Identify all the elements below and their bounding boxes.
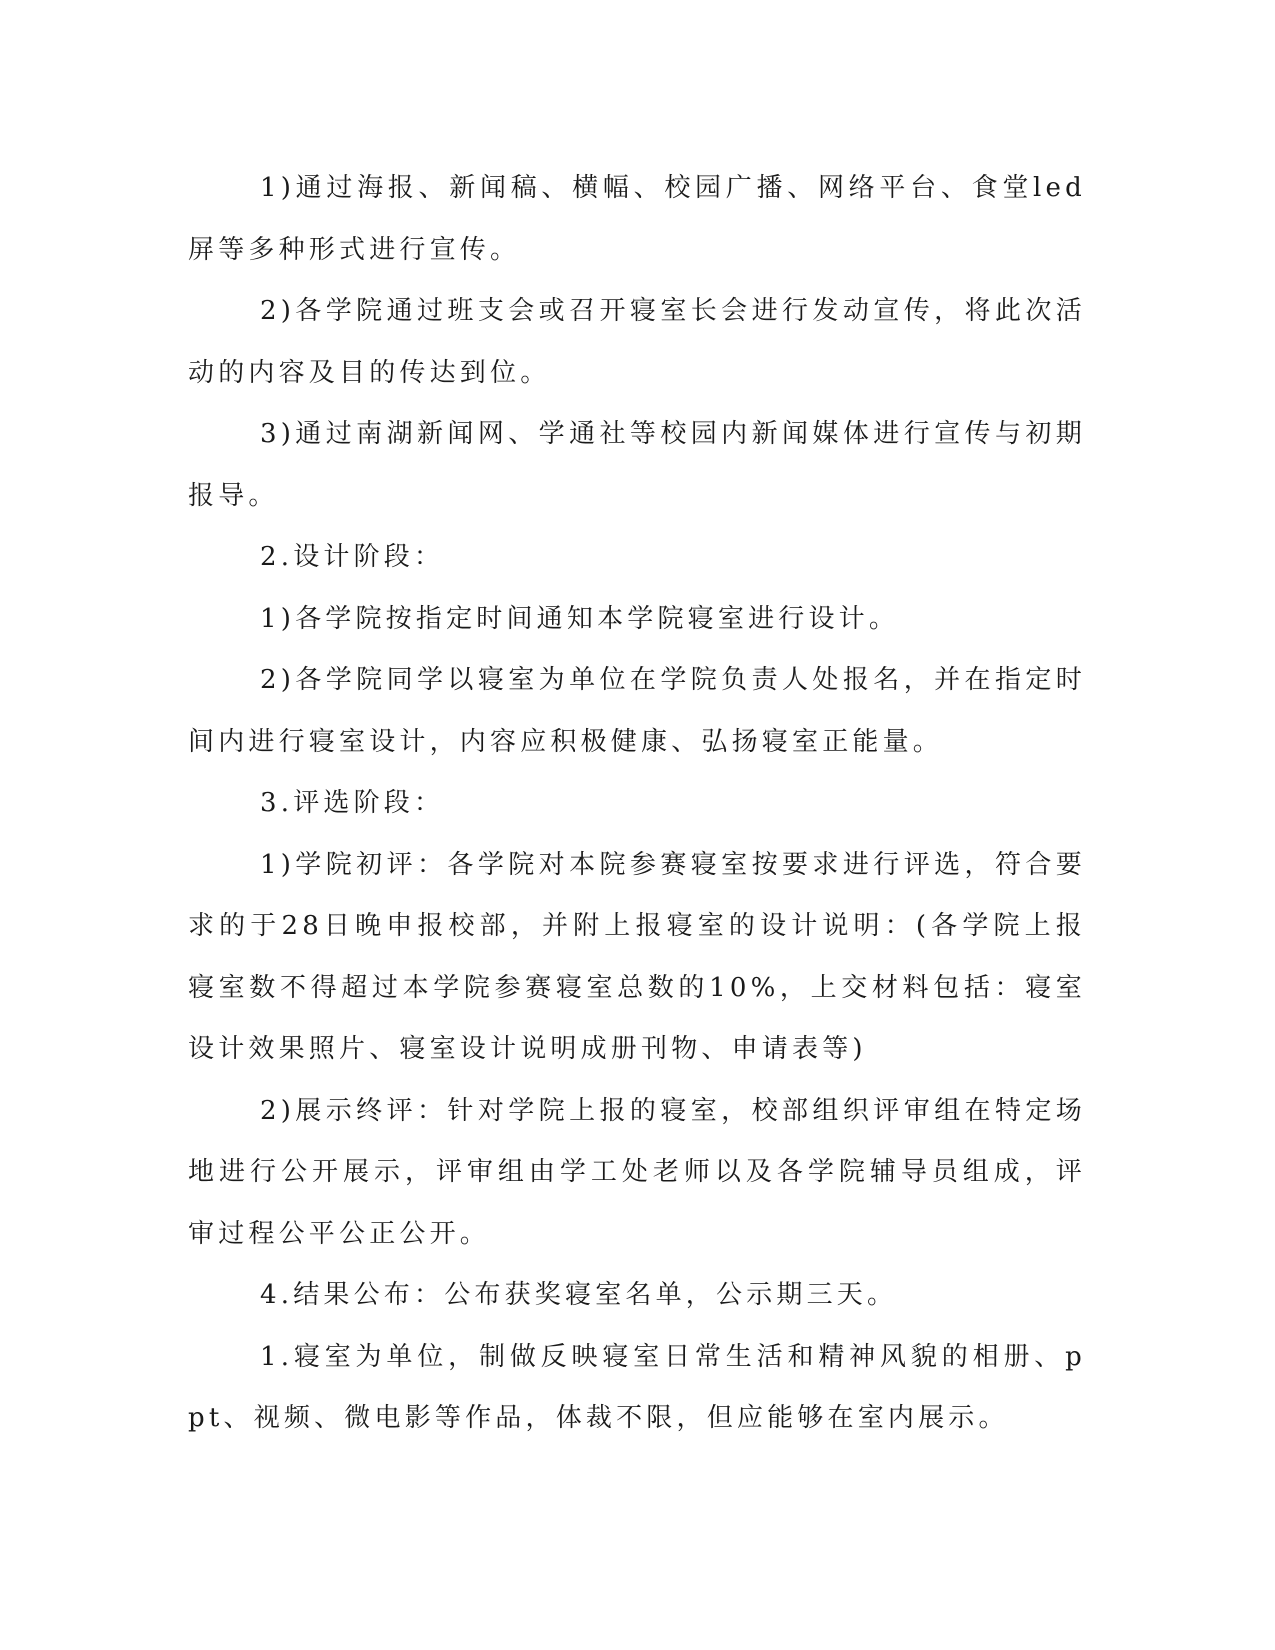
section-heading-selection-stage: 3.评选阶段： xyxy=(260,788,445,818)
section-heading-design-stage: 2.设计阶段： xyxy=(260,542,445,572)
document-body xyxy=(188,158,1086,1450)
paragraph-preliminary-review: 1)学院初评：各学院对本院参赛寝室按要求进行评选，符合要求的于28日晚申报校部，并附上报寝室的设计说明：(各学院上报寝室数不得超过本学院参赛寝室总数的10%，上交材料包括：寝室设计效果照片、寝室设计说明成册刊物、申请表等) xyxy=(188,849,1086,1064)
paragraph-design-registration: 2)各学院同学以寝室为单位在学院负责人处报名，并在指定时间内进行寝室设计，内容应积极健康、弘扬寝室正能量。 xyxy=(188,665,1086,757)
paragraph-design-notice: 1)各学院按指定时间通知本学院寝室进行设计。 xyxy=(260,603,900,634)
paragraph-final-review: 2)展示终评：针对学院上报的寝室，校部组织评审组在特定场地进行公开展示，评审组由学工处老师以及各学院辅导员组成，评审过程公平公正公开。 xyxy=(188,1095,1086,1249)
paragraph-media-report: 3)通过南湖新闻网、学通社等校园内新闻媒体进行宣传与初期报导。 xyxy=(188,419,1086,511)
section-heading-results: 4.结果公布：公布获奖寝室名单，公示期三天。 xyxy=(260,1280,898,1310)
paragraph-entry-requirements: 1.寝室为单位，制做反映寝室日常生活和精神风貌的相册、ppt、视频、微电影等作品，体裁不限，但应能够在室内展示。 xyxy=(188,1341,1086,1433)
paragraph-college-mobilization: 2)各学院通过班支会或召开寝室长会进行发动宣传，将此次活动的内容及目的传达到位。 xyxy=(188,296,1086,388)
paragraph-publicity-channels: 1)通过海报、新闻稿、横幅、校园广播、网络平台、食堂led屏等多种形式进行宣传。 xyxy=(188,173,1086,265)
